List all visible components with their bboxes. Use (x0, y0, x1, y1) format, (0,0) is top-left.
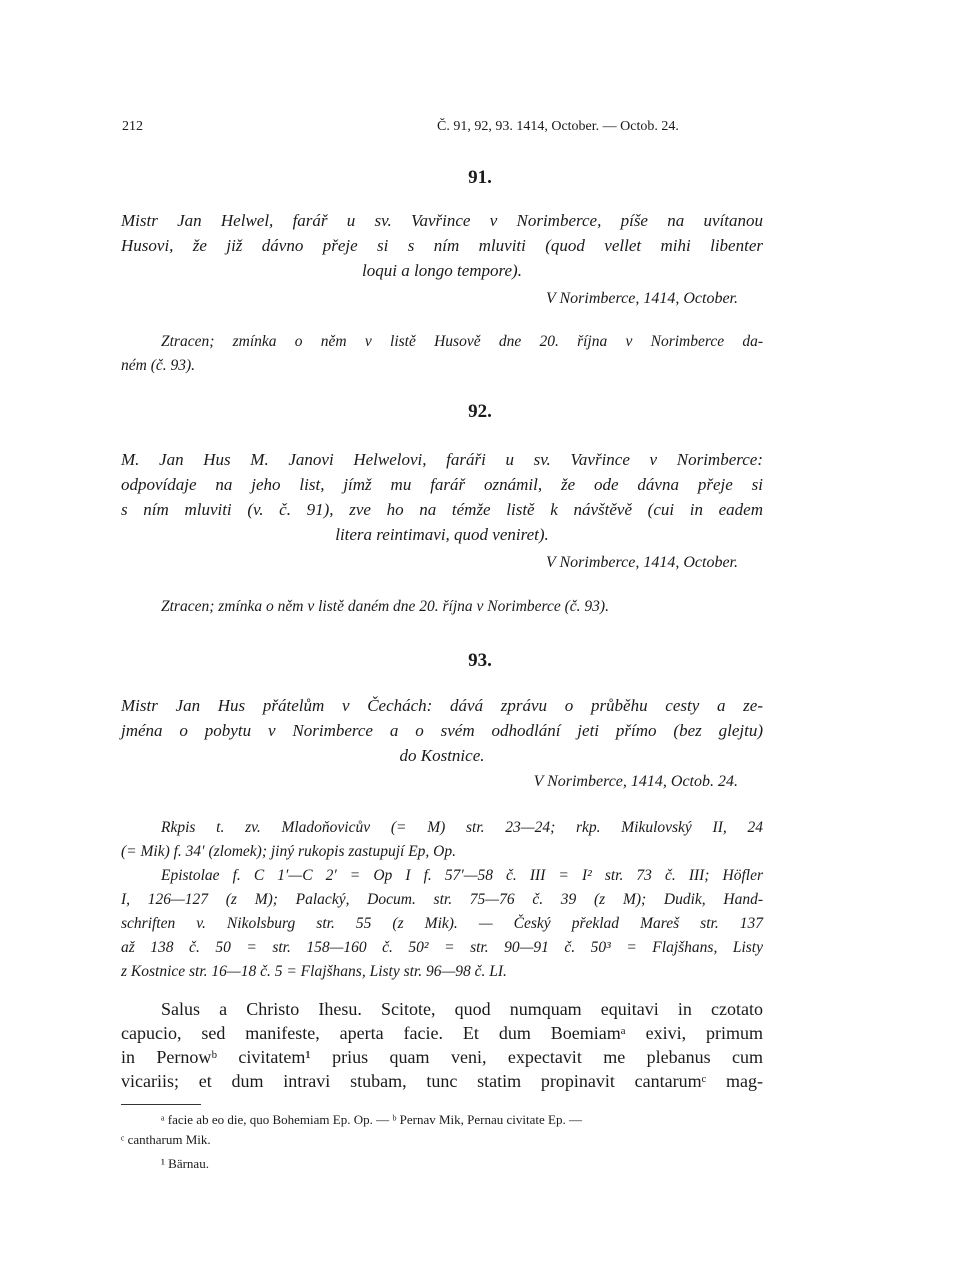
heading-line: Mistr Jan Hus přátelům v Čechách: dává zprávu o průběhu cesty a ze- (121, 696, 763, 715)
footnote-line: ¹ Bärnau. (161, 1156, 209, 1171)
heading-line: odpovídaje na jeho list, jímž mu farář oznámil, že ode dávna přeje si (121, 475, 763, 494)
note-93 (121, 816, 763, 984)
letter-heading-93 (121, 693, 763, 768)
letter-number-93: 93. (468, 650, 492, 671)
letter-body (121, 997, 763, 1093)
dateline-93: V Norimberce, 1414, Octob. 24. (533, 773, 738, 790)
note-line: ném (č. 93). (121, 357, 196, 374)
dateline-92: V Norimberce, 1414, October. (546, 554, 738, 571)
body-line: Salus a Christo Ihesu. Scitote, quod numquam equitavi in czotato (161, 999, 763, 1019)
heading-line: Mistr Jan Helwel, farář u sv. Vavřince v Norimberce, píše na uvítanou (121, 211, 763, 230)
dateline-91: V Norimberce, 1414, October. (546, 290, 738, 307)
note-line: Ztracen; zmínka o něm v listě daném dne 20. října v Norimberce (č. 93). (161, 598, 609, 615)
heading-line: Husovi, že již dávno přeje si s ním mluviti (quod vellet mihi libenter (121, 236, 763, 255)
footnotes (121, 1110, 763, 1174)
note-line: I, 126—127 (z M); Palacký, Docum. str. 75—76 č. 39 (z M); Dudik, Hand- (121, 891, 763, 908)
note-92 (121, 595, 763, 619)
running-head: Č. 91, 92, 93. 1414, October. — Octob. 24. (437, 119, 679, 134)
footnote-line: ᶜ cantharum Mik. (121, 1132, 211, 1147)
heading-line: s ním mluviti (v. č. 91), zve ho na témže listě k návštěvě (cui in eadem (121, 500, 763, 519)
footnote-line: ᵃ facie ab eo die, quo Bohemiam Ep. Op. — ᵇ Pernav Mik, Pernau civitate Ep. — (161, 1112, 582, 1127)
heading-line: loqui a longo tempore). (362, 261, 522, 280)
note-line: Ztracen; zmínka o něm v listě Husově dne 20. října v Norimberce da- (161, 333, 763, 350)
footnote-divider (121, 1104, 201, 1105)
body-line: vicariis; et dum intravi stubam, tunc statim propinavit cantarumᶜ mag- (121, 1071, 763, 1091)
note-line: z Kostnice str. 16—18 č. 5 = Flajšhans, Listy str. 96—98 č. LI. (121, 963, 507, 980)
heading-line: litera reintimavi, quod veniret). (335, 525, 549, 544)
heading-line: jména o pobytu v Norimberce a o svém odhodlání jeti přímo (bez glejtu) (121, 721, 763, 740)
body-line: capucio, sed manifeste, aperta facie. Et dum Boemiamᵃ exivi, primum (121, 1023, 763, 1043)
note-line: schriften v. Nikolsburg str. 55 (z Mik). — Český překlad Mareš str. 137 (121, 915, 763, 932)
letter-number-91: 91. (468, 167, 492, 188)
page-number: 212 (122, 119, 143, 134)
note-line: Rkpis t. zv. Mladoňovicův (= M) str. 23—24; rkp. Mikulovský II, 24 (161, 819, 763, 836)
heading-line: M. Jan Hus M. Janovi Helwelovi, faráři u sv. Vavřince v Norimberce: (121, 450, 763, 469)
letter-heading-92 (121, 447, 763, 547)
note-line: (= Mik) f. 34′ (zlomek); jiný rukopis zastupují Ep, Op. (121, 843, 456, 860)
note-line: až 138 č. 50 = str. 158—160 č. 50² = str. 90—91 č. 50³ = Flajšhans, Listy (121, 939, 763, 956)
note-line: Epistolae f. C 1′—C 2′ = Op I f. 57′—58 č. III = I² str. 73 č. III; Höfler (161, 867, 763, 884)
note-91 (121, 330, 763, 378)
letter-heading-91 (121, 208, 763, 283)
body-line: in Pernowᵇ civitatem¹ prius quam veni, expectavit me plebanus cum (121, 1047, 763, 1067)
heading-line: do Kostnice. (399, 746, 485, 765)
letter-number-92: 92. (468, 401, 492, 422)
